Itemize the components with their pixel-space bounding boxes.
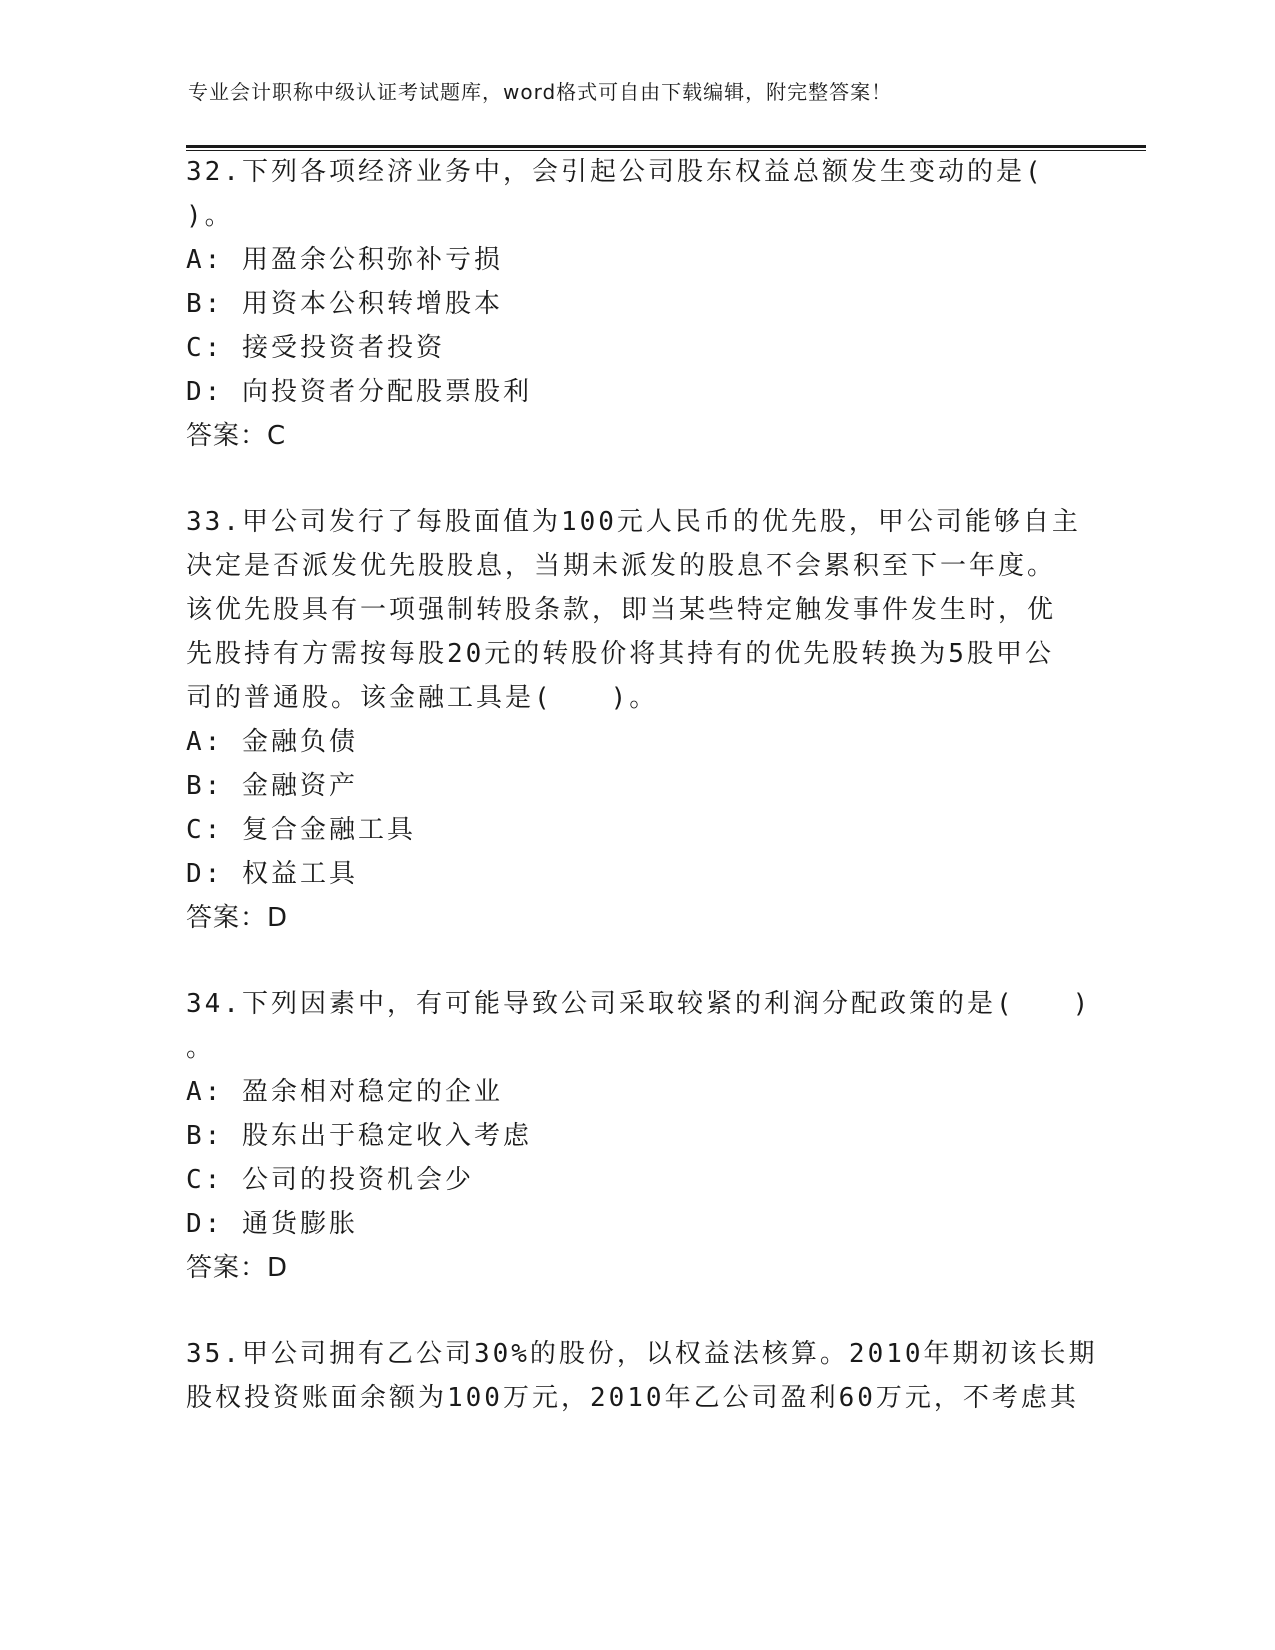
question-34-answer: 答案：D — [186, 1253, 289, 1283]
question-32-answer: 答案：C — [186, 421, 287, 451]
page-header: 专业会计职称中级认证考试题库，word格式可自由下载编辑，附完整答案！ — [188, 80, 893, 104]
question-33-option-c: C: 复合金融工具 — [186, 815, 416, 845]
question-34-option-c: C: 公司的投资机会少 — [186, 1165, 474, 1195]
question-33-text: 司的普通股。该金融工具是( )。 — [186, 683, 659, 713]
question-32-option-c: C: 接受投资者投资 — [186, 333, 445, 363]
question-34-text: 34.下列因素中，有可能导致公司采取较紧的利润分配政策的是( ) — [186, 989, 1092, 1019]
question-35-text: 股权投资账面余额为100万元，2010年乙公司盈利60万元，不考虑其 — [186, 1383, 1079, 1413]
question-32-text: 32.下列各项经济业务中，会引起公司股东权益总额发生变动的是( — [186, 157, 1044, 187]
question-32-option-d: D: 向投资者分配股票股利 — [186, 377, 532, 407]
question-33-text: 先股持有方需按每股20元的转股价将其持有的优先股转换为5股甲公 — [186, 639, 1054, 669]
question-32-text: )。 — [186, 201, 234, 231]
question-33-option-a: A: 金融负债 — [186, 727, 358, 757]
header-divider — [186, 145, 1146, 148]
question-34-option-b: B: 股东出于稳定收入考虑 — [186, 1121, 532, 1151]
question-35-text: 35.甲公司拥有乙公司30%的股份，以权益法核算。2010年期初该长期 — [186, 1339, 1098, 1369]
question-33-text: 33.甲公司发行了每股面值为100元人民币的优先股，甲公司能够自主 — [186, 507, 1081, 537]
question-34-option-d: D: 通货膨胀 — [186, 1209, 358, 1239]
question-33-option-d: D: 权益工具 — [186, 859, 358, 889]
question-33-answer: 答案：D — [186, 903, 289, 933]
question-32-option-b: B: 用资本公积转增股本 — [186, 289, 503, 319]
question-34-text: 。 — [186, 1033, 216, 1063]
question-32-option-a: A: 用盈余公积弥补亏损 — [186, 245, 503, 275]
question-34-option-a: A: 盈余相对稳定的企业 — [186, 1077, 503, 1107]
question-33-text: 该优先股具有一项强制转股条款，即当某些特定触发事件发生时，优 — [186, 595, 1057, 625]
header-divider-thin — [186, 150, 1146, 151]
question-33-option-b: B: 金融资产 — [186, 771, 358, 801]
question-33-text: 决定是否派发优先股股息，当期未派发的股息不会累积至下一年度。 — [186, 551, 1057, 581]
